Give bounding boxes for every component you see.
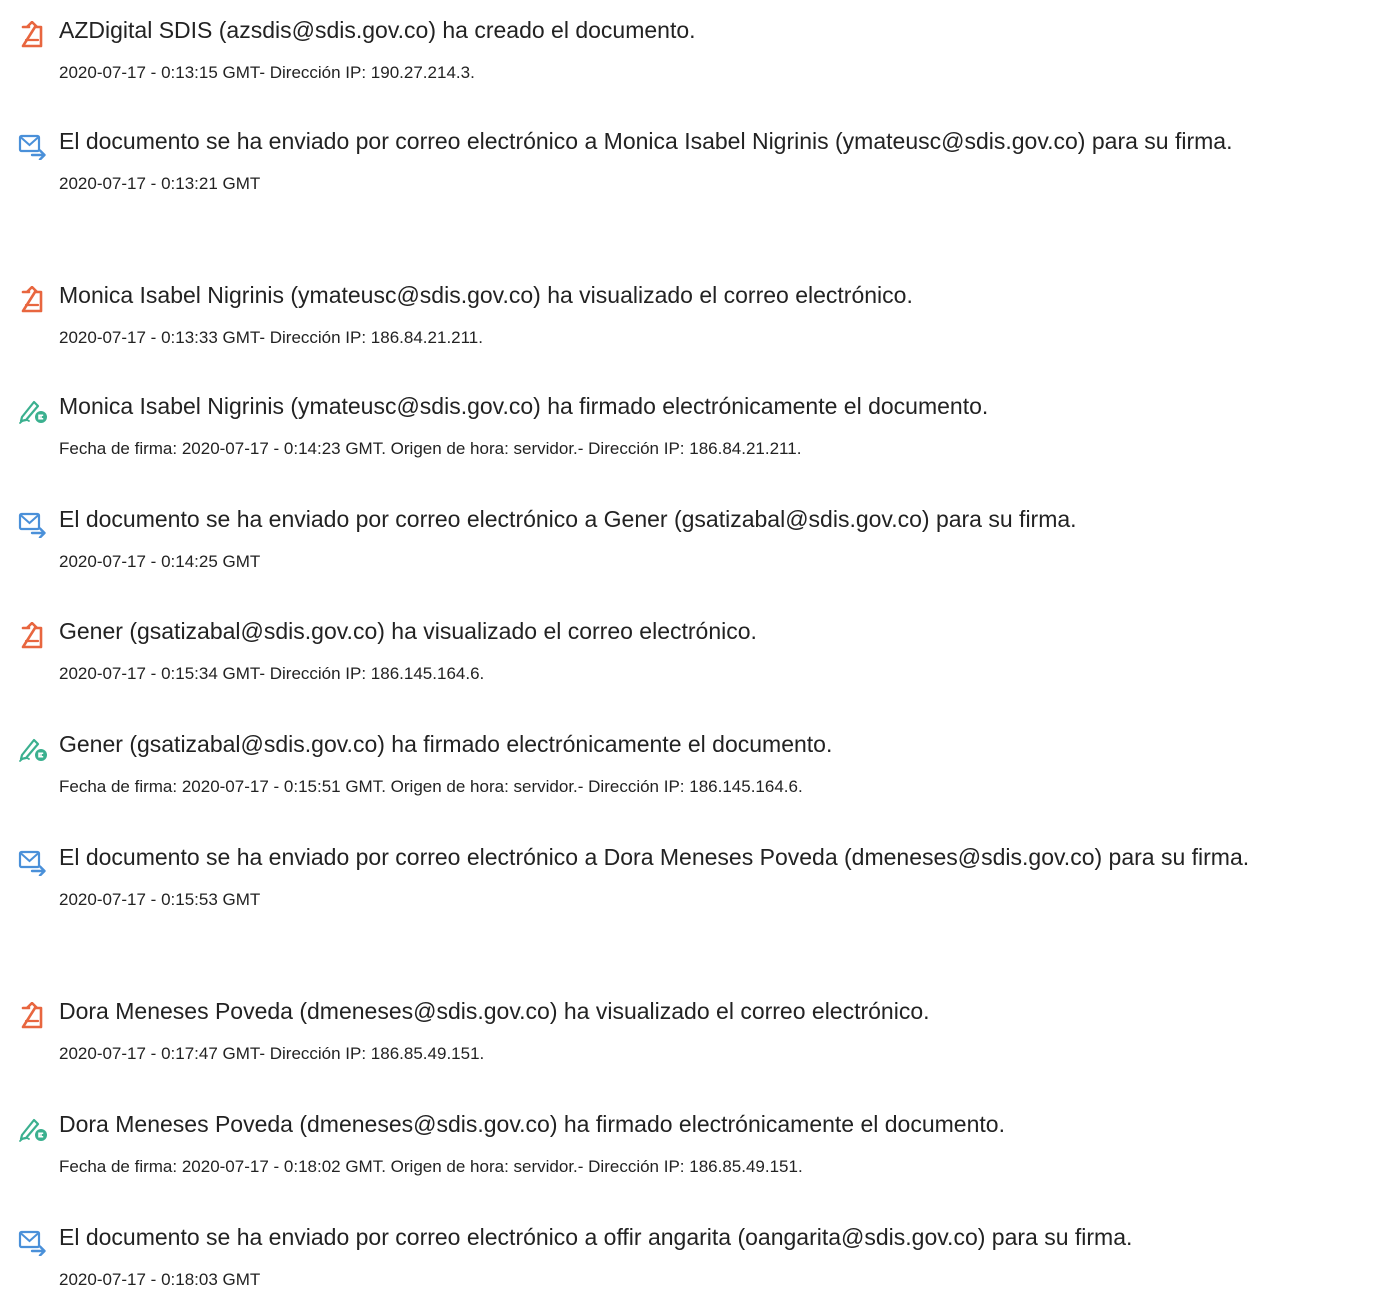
document-viewed-icon bbox=[18, 21, 48, 49]
event-message: El documento se ha enviado por correo electrónico a Dora Meneses Poveda (dmeneses@sdis.gov.co) para su firma. bbox=[59, 844, 1250, 870]
e-signature-icon bbox=[18, 1115, 48, 1143]
event-message: Gener (gsatizabal@sdis.gov.co) ha visualizado el correo electrónico. bbox=[59, 618, 757, 644]
event-timestamp: Fecha de firma: 2020-07-17 - 0:18:02 GMT. Origen de hora: servidor.- Dirección IP: 186.85.49.151. bbox=[59, 1157, 803, 1176]
event-message: Monica Isabel Nigrinis (ymateusc@sdis.gov.co) ha visualizado el correo electrónico. bbox=[59, 282, 913, 308]
email-sent-icon bbox=[18, 132, 48, 160]
e-signature-icon bbox=[18, 735, 48, 763]
email-sent-icon bbox=[18, 510, 48, 538]
event-message: Gener (gsatizabal@sdis.gov.co) ha firmado electrónicamente el documento. bbox=[59, 731, 833, 757]
event-timestamp: Fecha de firma: 2020-07-17 - 0:14:23 GMT. Origen de hora: servidor.- Dirección IP: 186.84.21.211. bbox=[59, 439, 802, 458]
event-message: Dora Meneses Poveda (dmeneses@sdis.gov.co) ha visualizado el correo electrónico. bbox=[59, 998, 930, 1024]
document-viewed-icon bbox=[18, 286, 48, 314]
event-message: El documento se ha enviado por correo electrónico a offir angarita (oangarita@sdis.gov.co) para su firma. bbox=[59, 1224, 1133, 1250]
event-timestamp: 2020-07-17 - 0:15:53 GMT bbox=[59, 890, 261, 909]
document-viewed-icon bbox=[18, 622, 48, 650]
event-timestamp: Fecha de firma: 2020-07-17 - 0:15:51 GMT. Origen de hora: servidor.- Dirección IP: 186.145.164.6. bbox=[59, 777, 803, 796]
e-signature-icon bbox=[18, 397, 48, 425]
document-viewed-icon bbox=[18, 1002, 48, 1030]
email-sent-icon bbox=[18, 1228, 48, 1256]
event-message: El documento se ha enviado por correo electrónico a Monica Isabel Nigrinis (ymateusc@sdis.gov.co) para su firma. bbox=[59, 128, 1233, 154]
event-timestamp: 2020-07-17 - 0:14:25 GMT bbox=[59, 552, 261, 571]
event-message: Dora Meneses Poveda (dmeneses@sdis.gov.co) ha firmado electrónicamente el documento. bbox=[59, 1111, 1005, 1137]
event-timestamp: 2020-07-17 - 0:17:47 GMT- Dirección IP: 186.85.49.151. bbox=[59, 1044, 485, 1063]
event-message: El documento se ha enviado por correo electrónico a Gener (gsatizabal@sdis.gov.co) para su firma. bbox=[59, 506, 1077, 532]
event-timestamp: 2020-07-17 - 0:13:15 GMT- Dirección IP: 190.27.214.3. bbox=[59, 63, 475, 82]
event-timestamp: 2020-07-17 - 0:13:21 GMT bbox=[59, 174, 261, 193]
event-timestamp: 2020-07-17 - 0:15:34 GMT- Dirección IP: 186.145.164.6. bbox=[59, 664, 485, 683]
event-message: Monica Isabel Nigrinis (ymateusc@sdis.gov.co) ha firmado electrónicamente el documento. bbox=[59, 393, 989, 419]
email-sent-icon bbox=[18, 848, 48, 876]
event-message: AZDigital SDIS (azsdis@sdis.gov.co) ha creado el documento. bbox=[59, 17, 696, 43]
event-timestamp: 2020-07-17 - 0:18:03 GMT bbox=[59, 1270, 261, 1289]
event-timestamp: 2020-07-17 - 0:13:33 GMT- Dirección IP: 186.84.21.211. bbox=[59, 328, 483, 347]
